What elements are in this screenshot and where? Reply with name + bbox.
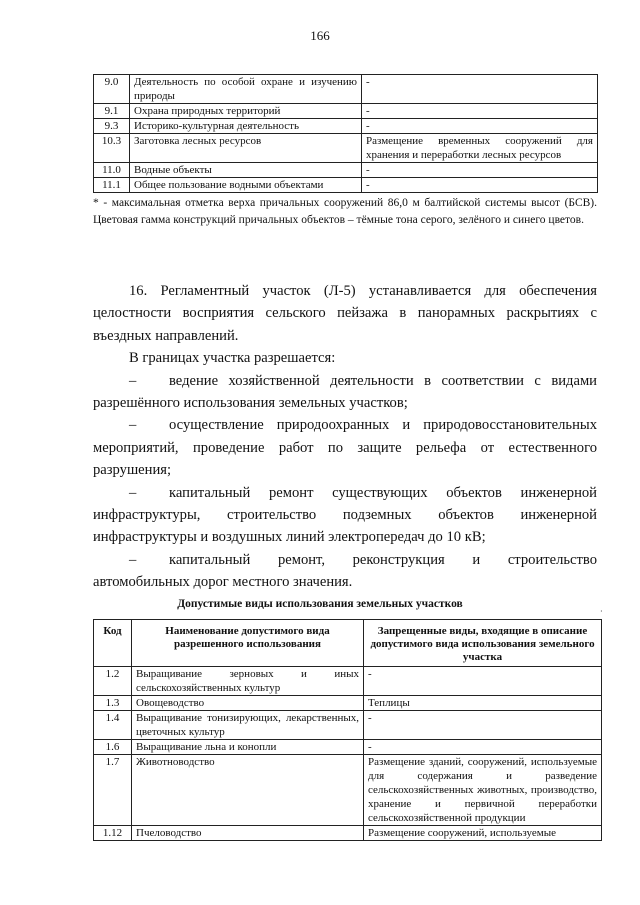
list-item-text: капитальный ремонт, реконструкция и строительство автомобильных дорог местного значения.	[93, 551, 597, 591]
table-cell-name: Водные объекты	[130, 163, 362, 178]
table-cell-code: 1.6	[94, 740, 132, 755]
table-row	[94, 740, 602, 755]
table-row	[94, 104, 598, 119]
scan-dot: ·	[600, 607, 603, 616]
table-cell-restriction: -	[362, 163, 598, 178]
table-cell-name: Общее пользование водными объектами	[130, 178, 362, 193]
page-number: 166	[310, 28, 330, 43]
table-row	[94, 178, 598, 193]
table-row	[94, 75, 598, 104]
table-cell-code: 11.1	[94, 178, 130, 193]
table-cell-name: Выращивание тонизирующих, лекарственных, цветочных культур	[132, 711, 364, 740]
table-row	[94, 755, 602, 826]
list-item	[93, 370, 597, 415]
dash-marker: –	[129, 417, 137, 434]
table-header-row	[94, 620, 602, 667]
table-row	[94, 826, 602, 841]
table-cell-code: 1.2	[94, 667, 132, 696]
table-cell-restriction: -	[362, 104, 598, 119]
table-cell-code: 9.3	[94, 119, 130, 134]
table-title: Допустимые виды использования земельных участков	[177, 598, 463, 610]
column-header-name: Наименование допустимого вида разрешенного использования	[132, 620, 364, 667]
table-row	[94, 134, 598, 163]
table-cell-name: Выращивание льна и конопли	[132, 740, 364, 755]
table-cell-name: Историко-культурная деятельность	[130, 119, 362, 134]
dash-marker: –	[129, 484, 137, 501]
table-cell-forbidden: Размещение зданий, сооружений, используемые для содержания и разведение сельскохозяйственных животных, производство, хранение и первичной переработки сельскохозяйственной продукции	[364, 755, 602, 826]
table-cell-code: 1.12	[94, 826, 132, 841]
table-cell-code: 11.0	[94, 163, 130, 178]
table-cell-code: 9.1	[94, 104, 130, 119]
table-cell-forbidden: Теплицы	[364, 696, 602, 711]
list-item-text: ведение хозяйственной деятельности в соответствии с видами разрешённого использования земельных участков;	[93, 372, 597, 412]
table-cell-name: Животноводство	[132, 755, 364, 826]
list-item	[93, 549, 597, 594]
dash-marker: –	[129, 372, 137, 389]
table-cell-name: Охрана природных территорий	[130, 104, 362, 119]
table-cell-restriction: -	[362, 119, 598, 134]
table-cell-code: 1.4	[94, 711, 132, 740]
table-row	[94, 119, 598, 134]
table-row	[94, 163, 598, 178]
table-row	[94, 667, 602, 696]
column-header-forbidden: Запрещенные виды, входящие в описание допустимого вида использования земельного участка	[364, 620, 602, 667]
footnote: * - максимальная отметка верха причальных сооружений 86,0 м балтийской системы высот (БСВ). Цветовая гамма конструкций причальных объектов – тёмные тона серого, зелёного и синего цветов.	[93, 197, 597, 226]
table-cell-restriction: -	[362, 75, 598, 104]
table-cell-name: Выращивание зерновых и иных сельскохозяйственных культур	[132, 667, 364, 696]
table-cell-code: 1.7	[94, 755, 132, 826]
list-item	[93, 482, 597, 549]
column-header-code: Код	[94, 620, 132, 667]
section-body	[93, 280, 597, 594]
table-cell-code: 10.3	[94, 134, 130, 163]
table-cell-name: Овощеводство	[132, 696, 364, 711]
table-cell-code: 9.0	[94, 75, 130, 104]
permitted-uses-table	[93, 619, 602, 841]
table-cell-forbidden: Размещение сооружений, используемые	[364, 826, 602, 841]
table-cell-restriction: Размещение временных сооружений для хранения и переработки лесных ресурсов	[362, 134, 598, 163]
table-cell-restriction: -	[362, 178, 598, 193]
table-cell-name: Деятельность по особой охране и изучению природы	[130, 75, 362, 104]
paragraph-intro: 16. Регламентный участок (Л-5) устанавливается для обеспечения целостности восприятия сельского пейзажа в панорамных раскрытиях с въездных направлений.	[93, 283, 597, 344]
paragraph-permitted-heading: В границах участка разрешается:	[129, 350, 336, 367]
list-item-text: капитальный ремонт существующих объектов инженерной инфраструктуры, строительство подземных объектов инженерной инфраструктуры и воздушных линий электропередач до 10 кВ;	[93, 484, 597, 546]
table-row	[94, 696, 602, 711]
table-row	[94, 711, 602, 740]
table-cell-name: Пчеловодство	[132, 826, 364, 841]
table-cell-code: 1.3	[94, 696, 132, 711]
dash-marker: –	[129, 551, 137, 568]
table-cell-name: Заготовка лесных ресурсов	[130, 134, 362, 163]
table-cell-forbidden: -	[364, 667, 602, 696]
table-cell-forbidden: -	[364, 711, 602, 740]
land-use-table-continued	[93, 74, 598, 193]
list-item-text: осуществление природоохранных и природовосстановительных мероприятий, проведение работ по защите рельефа от естественного разрушения;	[93, 417, 597, 479]
list-item	[93, 414, 597, 481]
table-cell-forbidden: -	[364, 740, 602, 755]
